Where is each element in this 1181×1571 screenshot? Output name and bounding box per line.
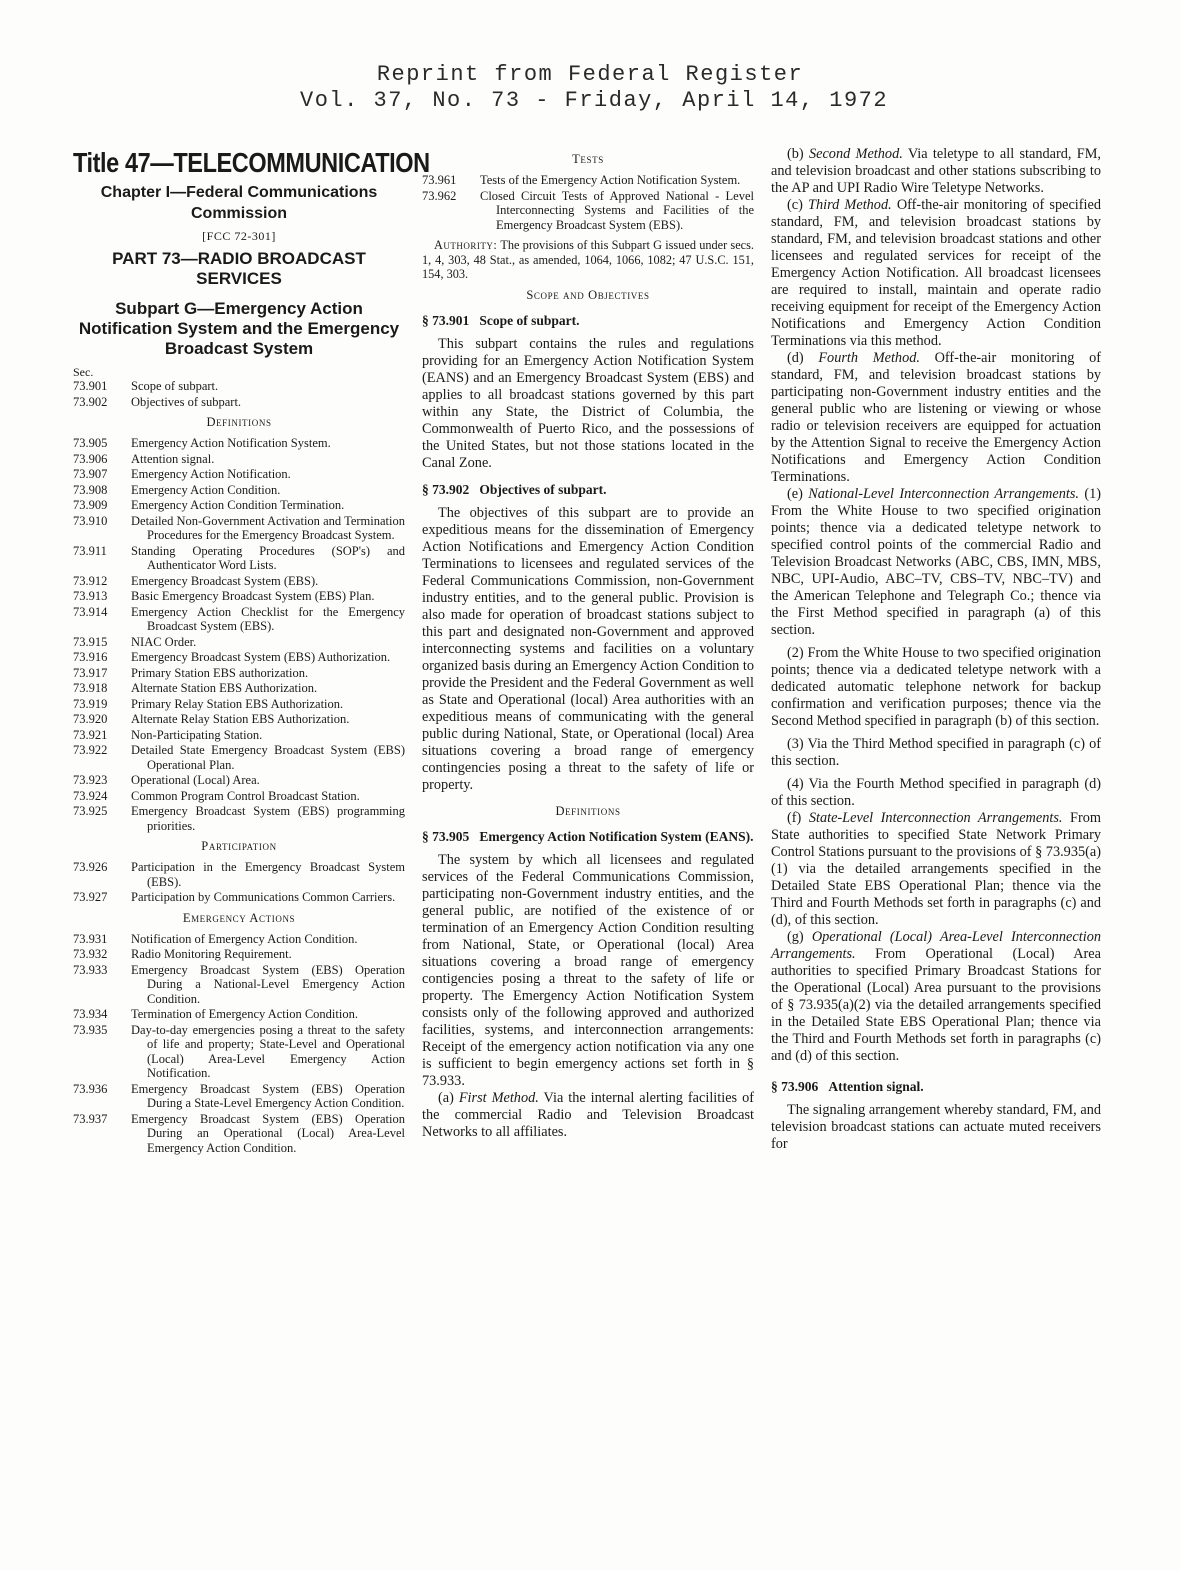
- toc-entry-number: 73.922: [73, 743, 108, 757]
- toc-entry-number: 73.935: [73, 1022, 108, 1037]
- para-label: (d): [787, 350, 804, 366]
- toc-entry-title: Radio Monitoring Requirement.: [131, 947, 292, 961]
- section-title: Scope of subpart.: [479, 312, 580, 328]
- toc-entry-title: Alternate Station EBS Authorization.: [131, 681, 318, 695]
- paragraph-e-2: (2) From the White House to two specified origination points; thence via a dedicated teletype network with a dedicated automatic telephone network for backup confirmation and verification purposes; thence via the Second Method specified in paragraph (b) of this section.: [771, 645, 1101, 729]
- toc-entry-title: Emergency Broadcast System (EBS) Operation During a National-Level Emergency Action Condition.: [131, 962, 405, 1006]
- reprint-header: [300, 62, 889, 114]
- toc-entry-title: Scope of subpart.: [131, 379, 219, 393]
- paragraph-b: [771, 146, 1101, 197]
- toc-entry: [73, 1112, 405, 1156]
- section-number: § 73.901: [422, 312, 470, 328]
- section-73-905-text: The system by which all licensees and regulated services of the Federal Communications Commission, participating non-Government industry entities, and the general public, are notified of the existence of or termination of an Emergency Action Condition resulting from National, State, or Operational (local) Area situations covering a broad range of emergency contigencies posing a threat to the safety of life or property. The Emergency Action Notification System consists only of the following approved and authorized facilities, systems, and interconnection arrangements: Receipt of the emergency action notification via any one is sufficient to begin emergency actions set forth in § 73.933.: [422, 851, 754, 1089]
- toc-entry: [73, 773, 405, 788]
- toc-entry-title: Emergency Action Checklist for the Emergency Broadcast System (EBS).: [131, 604, 405, 633]
- toc-entry-number: 73.916: [73, 650, 108, 664]
- toc-entry-title: Attention signal.: [131, 451, 215, 466]
- toc-entry-number: 73.931: [73, 931, 108, 946]
- toc-entry: [422, 189, 754, 233]
- toc-entry: [73, 743, 405, 772]
- toc-group-heading: Tests: [572, 152, 604, 166]
- authority-note: [422, 238, 754, 282]
- toc-entry-number: 73.913: [73, 589, 108, 603]
- para-label: (e): [787, 486, 803, 502]
- toc-entry-number: 73.932: [73, 947, 108, 961]
- toc-entry-number: 73.906: [73, 451, 108, 466]
- toc-entry: [73, 712, 405, 727]
- section-73-906-text: The signaling arrangement whereby standard, FM, and television broadcast stations can actuate muted receivers for: [771, 1102, 1101, 1152]
- toc-entry: [73, 436, 405, 451]
- toc-entry-title: Emergency Broadcast System (EBS) Operation During an Operational (Local) Area-Level Emergency Action Condition.: [131, 1111, 405, 1155]
- toc-group-heading: Definitions: [206, 415, 272, 429]
- toc-entry-title: Emergency Broadcast System (EBS) Operation During a State-Level Emergency Action Condition.: [131, 1081, 405, 1110]
- paragraph-e-3: (3) Via the Third Method specified in paragraph (c) of this section.: [771, 736, 1101, 769]
- toc-entry-number: 73.924: [73, 788, 108, 803]
- toc-entry-title: Primary Station EBS authorization.: [131, 665, 309, 680]
- column-2: [422, 146, 754, 1141]
- para-label: (b): [787, 146, 804, 162]
- toc-entry-number: 73.923: [73, 773, 108, 787]
- subpart-heading: Subpart G—Emergency Action Notification System and the Emergency Broadcast System: [78, 299, 400, 358]
- toc-entry-number: 73.908: [73, 482, 108, 497]
- toc-entry-number: 73.936: [73, 1081, 108, 1096]
- toc-entry-title: Termination of Emergency Action Condition.: [131, 1007, 358, 1021]
- toc-entry-title: Tests of the Emergency Action Notification System.: [480, 173, 741, 187]
- toc-entry: [73, 860, 405, 889]
- para-label: (g): [787, 929, 804, 945]
- toc-entry-title: Emergency Action Condition.: [131, 482, 281, 497]
- section-73-901-text: This subpart contains the rules and regulations providing for an Emergency Action Notification System (EANS) and an Emergency Broadcast System (EBS) and applies to all broadcast stations governed by this part within any State, the District of Columbia, the Commonwealth of Puerto Rico, and the possessions of the United States, but not those stations located in the Canal Zone.: [422, 335, 754, 471]
- scope-heading: Scope and Objectives: [526, 287, 650, 302]
- toc-entry-number: 73.918: [73, 681, 108, 695]
- toc-entry: [73, 804, 405, 833]
- toc-entry: [73, 483, 405, 498]
- toc-entry-number: 73.921: [73, 727, 108, 742]
- toc-entry-title: Day-to-day emergencies posing a threat to the safety of life and property; State-Level and Operational (Local) Area-Level Emergency Action Notification.: [131, 1022, 405, 1080]
- toc-entry: [73, 635, 405, 650]
- method-name: Second Method.: [808, 146, 903, 162]
- toc-entry-number: 73.914: [73, 604, 108, 619]
- toc-entry-number: 73.902: [73, 394, 108, 409]
- table-of-contents-continued: [422, 152, 754, 232]
- toc-entry-title: Operational (Local) Area.: [131, 773, 260, 787]
- para-label: (c): [787, 197, 803, 213]
- toc-entry: [73, 890, 405, 905]
- toc-entry: [73, 605, 405, 634]
- toc-entry-title: Detailed State Emergency Broadcast System (EBS) Operational Plan.: [131, 743, 405, 772]
- toc-entry-title: Emergency Broadcast System (EBS) Authorization.: [131, 650, 391, 664]
- chapter-heading: Chapter I—Federal Communications Commission: [100, 184, 378, 222]
- toc-entry-number: 73.907: [73, 467, 108, 481]
- toc-entry-number: 73.919: [73, 696, 108, 711]
- toc-entry-number: 73.905: [73, 436, 108, 450]
- authority-text: The provisions of this Subpart G issued under secs. 1, 4, 303, 48 Stat., as amended, 1064, 1066, 1082; 47 U.S.C. 151, 154, 303.: [422, 238, 754, 281]
- toc-entry-number: 73.934: [73, 1007, 108, 1021]
- toc-entry: [73, 1082, 405, 1111]
- toc-entry-number: 73.933: [73, 962, 108, 977]
- toc-group-heading: Emergency Actions: [182, 910, 296, 925]
- paragraph-e: [771, 486, 1101, 639]
- reprint-line-2: Vol. 37, No. 73 - Friday, April 14, 1972: [300, 88, 889, 113]
- toc-entry-title: Standing Operating Procedures (SOP's) and Authenticator Word Lists.: [131, 543, 405, 572]
- toc-entry: [73, 452, 405, 467]
- toc-entry-title: Emergency Action Condition Termination.: [131, 498, 345, 512]
- toc-entry: [73, 379, 405, 394]
- toc-entry: [73, 498, 405, 513]
- toc-entry-title: Primary Relay Station EBS Authorization.: [131, 696, 344, 711]
- column-1: [73, 146, 430, 1156]
- toc-entry: [73, 666, 405, 681]
- toc-entry-number: 73.911: [73, 543, 107, 558]
- toc-sec-label: Sec.: [73, 365, 94, 379]
- toc-entry-number: 73.962: [422, 188, 457, 203]
- paragraph-e-4: (4) Via the Fourth Method specified in paragraph (d) of this section.: [771, 776, 1101, 809]
- toc-entry-number: 73.926: [73, 860, 108, 874]
- definitions-heading: Definitions: [555, 803, 621, 818]
- paragraph-c: [771, 197, 1101, 350]
- toc-entry-number: 73.925: [73, 804, 108, 818]
- toc-entry: [73, 789, 405, 804]
- toc-entry: [73, 467, 405, 482]
- toc-group-heading: Participation: [201, 839, 277, 853]
- docket-number: [FCC 72-301]: [202, 229, 276, 243]
- toc-entry-title: Detailed Non-Government Activation and Termination Procedures for the Emergency Broadcast System.: [131, 513, 405, 542]
- toc-entry-title: Common Program Control Broadcast Station.: [131, 788, 360, 803]
- para-text: Off-the-air monitoring of standard, FM, and television broadcast stations by participating non-Government industry entities and the general public who are listening or viewing or whose radio or television receivers are equipped for actuation by the Attention Signal to receive the Emergency Action Notifications and Emergency Action Condition Terminations.: [771, 350, 1101, 485]
- toc-entry-title: Emergency Broadcast System (EBS) programming priorities.: [131, 804, 405, 833]
- toc-entry: [73, 1007, 405, 1022]
- toc-entry: [73, 681, 405, 696]
- section-73-906-heading: [771, 1079, 1101, 1095]
- section-title: Emergency Action Notification System (EANS).: [479, 828, 754, 844]
- para-text: From State authorities to specified State Network Primary Control Stations pursuant to the provisions of § 73.935(a)(1) via the detailed arrangements specified in the Detailed State EBS Operational Plan; thence via the Third and Fourth Methods set forth in paragraphs (c) and (d), of this section.: [771, 810, 1102, 928]
- section-title: Attention signal.: [828, 1079, 924, 1094]
- toc-entry: [73, 574, 405, 589]
- authority-label: Authority:: [434, 238, 498, 252]
- paragraph-d: [771, 350, 1101, 486]
- section-73-902-heading: [422, 482, 754, 498]
- toc-entry-number: 73.961: [422, 173, 457, 187]
- paragraph-f: [771, 810, 1101, 929]
- para-label: (f): [787, 810, 802, 826]
- method-name: National-Level Interconnection Arrangements.: [808, 486, 1079, 502]
- toc-entry-number: 73.909: [73, 498, 108, 512]
- toc-entry-title: Participation by Communications Common Carriers.: [131, 890, 396, 904]
- section-73-901-heading: [422, 313, 754, 329]
- toc-entry: [73, 650, 405, 665]
- toc-entry: [73, 1023, 405, 1081]
- toc-entry: [73, 963, 405, 1007]
- table-of-contents: [73, 379, 405, 1155]
- para-text: Via the internal alerting facilities of the commercial Radio and Television Broadcast Networks to all affiliates.: [422, 1089, 754, 1140]
- section-number: § 73.906: [771, 1079, 819, 1094]
- toc-entry-title: Objectives of subpart.: [131, 394, 242, 409]
- toc-entry-title: Emergency Broadcast System (EBS).: [131, 573, 319, 588]
- toc-entry-number: 73.910: [73, 513, 108, 528]
- section-title: Objectives of subpart.: [479, 481, 607, 497]
- method-name: Third Method.: [808, 197, 892, 213]
- toc-entry: [73, 728, 405, 743]
- section-number: § 73.902: [422, 481, 470, 497]
- toc-entry: [73, 932, 405, 947]
- method-name: First Method.: [458, 1089, 539, 1106]
- toc-entry-title: Emergency Action Notification.: [131, 467, 291, 481]
- toc-entry-title: Emergency Action Notification System.: [131, 436, 331, 450]
- toc-entry-title: Participation in the Emergency Broadcast System (EBS).: [131, 860, 405, 889]
- paragraph-g: [771, 929, 1101, 1065]
- toc-entry-number: 73.920: [73, 712, 108, 726]
- para-text: Off-the-air monitoring of specified standard, FM, and television broadcast stations by standard, FM, and television broadcast stations and other licensees and regulated services for receipt of the Emergency Action Notification. All broadcast licensees are required to install, maintain and operate radio receiving equipment for receipt of the Emergency Action Notifications and Emergency Action Condition Terminations via this method.: [771, 197, 1102, 349]
- method-name: Fourth Method.: [818, 350, 920, 366]
- section-73-905-heading: [422, 829, 754, 845]
- toc-entry-number: 73.901: [73, 379, 108, 393]
- toc-entry: [73, 395, 405, 410]
- toc-entry-number: 73.917: [73, 665, 108, 680]
- toc-entry-title: Alternate Relay Station EBS Authorization.: [131, 712, 350, 726]
- reprint-line-1: Reprint from Federal Register: [376, 62, 804, 87]
- section-number: § 73.905: [422, 828, 470, 844]
- toc-entry-title: Notification of Emergency Action Condition.: [131, 931, 358, 946]
- toc-entry-number: 73.937: [73, 1111, 108, 1126]
- para-text: From Operational (Local) Area authorities to specified Primary Broadcast Stations for the Operational (Local) Area pursuant to the provisions of § 73.935(a)(2) via the detailed arrangements specified in the Detailed State EBS Operational Plan; thence via the Third and Fourth Methods set forth in paragraphs (c) and (d) of this section.: [771, 946, 1101, 1064]
- toc-entry: [422, 173, 754, 188]
- para-label: (a): [438, 1089, 454, 1106]
- toc-entry-number: 73.927: [73, 890, 108, 904]
- toc-entry-title: Closed Circuit Tests of Approved National - Level Interconnecting Systems and Facilities of the Emergency Broadcast System (EBS).: [480, 188, 754, 232]
- toc-entry-number: 73.915: [73, 634, 108, 649]
- para-text: Via teletype to all standard, FM, and television broadcast and other stations subscribing to the AP and UPI Radio Wire Teletype Networks.: [771, 146, 1101, 196]
- column-3: [771, 146, 1101, 1153]
- method-name: Operational (Local) Area-Level Interconnection Arrangements.: [771, 929, 1101, 962]
- title-heading: Title 47—TELECOMMUNICATION: [73, 147, 430, 178]
- method-name: State-Level Interconnection Arrangements.: [808, 810, 1063, 826]
- toc-entry: [73, 697, 405, 712]
- paragraph-a: [422, 1090, 754, 1141]
- toc-entry-title: Non-Participating Station.: [131, 727, 263, 742]
- toc-entry: [73, 947, 405, 962]
- part-heading: PART 73—RADIO BROADCAST SERVICES: [112, 249, 366, 288]
- toc-entry-title: Basic Emergency Broadcast System (EBS) Plan.: [131, 589, 375, 603]
- toc-entry: [73, 544, 405, 573]
- section-73-902-text: The objectives of this subpart are to provide an expeditious means for the dissemination of Emergency Action Notifications and Emergency Action Condition Terminations to licensees and regulated services of the Federal Communications Commission, non-Government industry entities, and to the general public. Provision is also made for operation of broadcast stations subject to this part and designated non-Government and approved interconnecting systems and facilities on a voluntary organized basis during an Emergency Action Condition to provide the President and the Federal Government as well as State and Operational (local) Area authorities with an expeditious means of communicating with the general public during National, State, or Operational (local) Area situations covering a broad range of emergency contingencies posing a threat to the safety of life or property.: [422, 504, 754, 793]
- toc-entry: [73, 589, 405, 604]
- toc-entry-title: NIAC Order.: [131, 634, 197, 649]
- toc-entry-number: 73.912: [73, 573, 108, 588]
- para-text: (1) From the White House to two specified origination points; thence via a dedicated teletype network to specified control points of the commercial Radio and Television Broadcast Networks (ABC, CBS, IMN, MBS, NBC, UPI-Audio, ABC–TV, CBS–TV, NBC–TV) and the American Telephone and Telegraph Co.; thence via the First Method specified in paragraph (a) of this section.: [771, 486, 1101, 638]
- toc-entry: [73, 514, 405, 543]
